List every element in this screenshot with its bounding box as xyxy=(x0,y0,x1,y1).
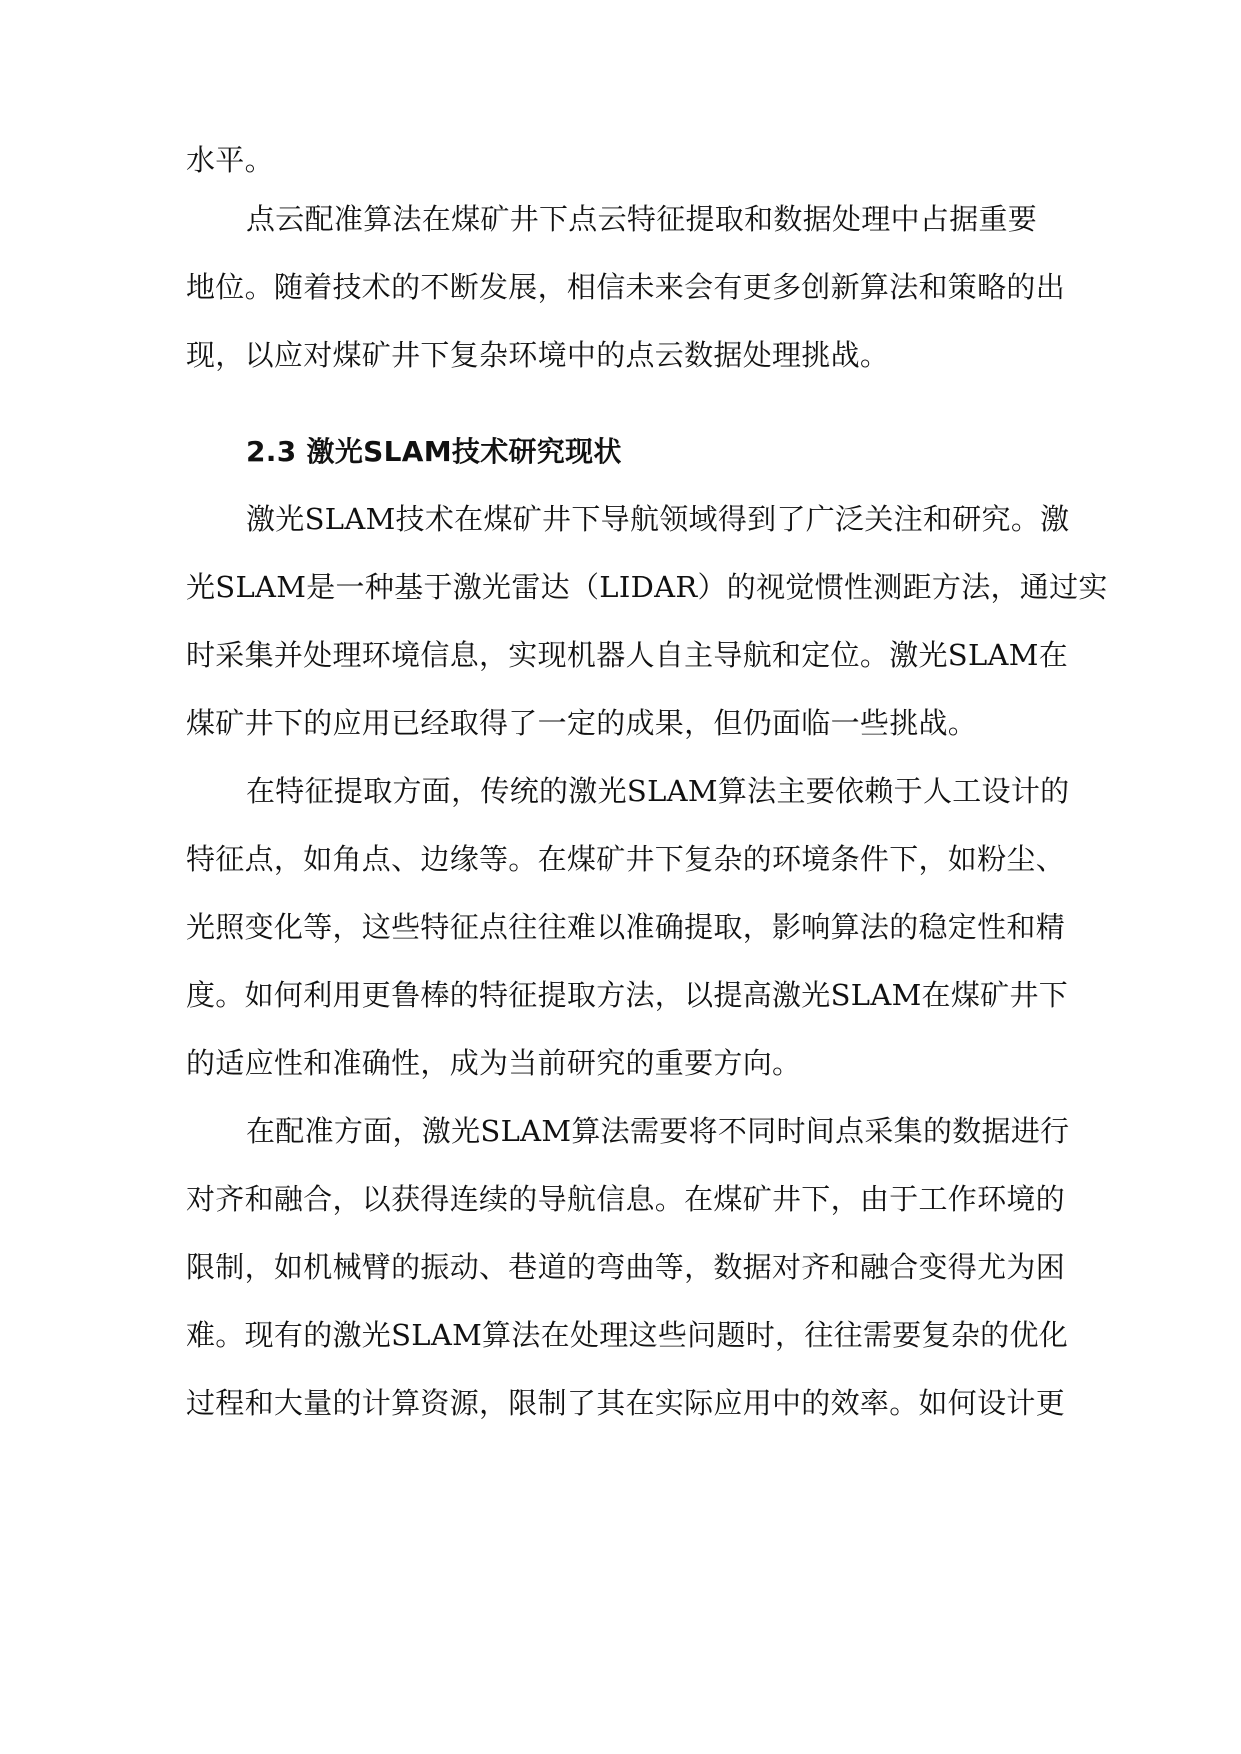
paragraph-line: 点云配准算法在煤矿井下点云特征提取和数据处理中占据重要 xyxy=(246,202,1038,236)
paragraph-line: 在配准方面，激光SLAM算法需要将不同时间点采集的数据进行 xyxy=(246,1114,1070,1148)
paragraph-line: 时采集并处理环境信息，实现机器人自主导航和定位。激光SLAM在 xyxy=(186,638,1069,672)
paragraph-line: 现，以应对煤矿井下复杂环境中的点云数据处理挑战。 xyxy=(186,338,890,372)
paragraph-line: 光SLAM是一种基于激光雷达（LIDAR）的视觉惯性测距方法，通过实 xyxy=(186,570,1108,604)
paragraph-line: 煤矿井下的应用已经取得了一定的成果，但仍面临一些挑战。 xyxy=(186,706,978,740)
paragraph-line: 难。现有的激光SLAM算法在处理这些问题时，往往需要复杂的优化 xyxy=(186,1318,1069,1352)
paragraph-line: 光照变化等，这些特征点往往难以准确提取，影响算法的稳定性和精 xyxy=(186,910,1066,944)
paragraph-line: 过程和大量的计算资源，限制了其在实际应用中的效率。如何设计更 xyxy=(186,1386,1066,1420)
paragraph-line: 地位。随着技术的不断发展，相信未来会有更多创新算法和策略的出 xyxy=(186,270,1066,304)
paragraph-line: 的适应性和准确性，成为当前研究的重要方向。 xyxy=(186,1046,802,1080)
paragraph-line: 激光SLAM技术在煤矿井下导航领域得到了广泛关注和研究。激 xyxy=(246,502,1070,536)
paragraph-line: 水平。 xyxy=(186,143,274,177)
paragraph-line: 特征点，如角点、边缘等。在煤矿井下复杂的环境条件下，如粉尘、 xyxy=(186,842,1066,876)
paragraph-line: 对齐和融合，以获得连续的导航信息。在煤矿井下，由于工作环境的 xyxy=(186,1182,1066,1216)
paragraph-line: 度。如何利用更鲁棒的特征提取方法，以提高激光SLAM在煤矿井下 xyxy=(186,978,1069,1012)
paragraph-line: 在特征提取方面，传统的激光SLAM算法主要依赖于人工设计的 xyxy=(246,774,1070,808)
paragraph-line: 限制，如机械臂的振动、巷道的弯曲等，数据对齐和融合变得尤为困 xyxy=(186,1250,1066,1284)
section-heading: 2.3 激光SLAM技术研究现状 xyxy=(246,435,622,468)
